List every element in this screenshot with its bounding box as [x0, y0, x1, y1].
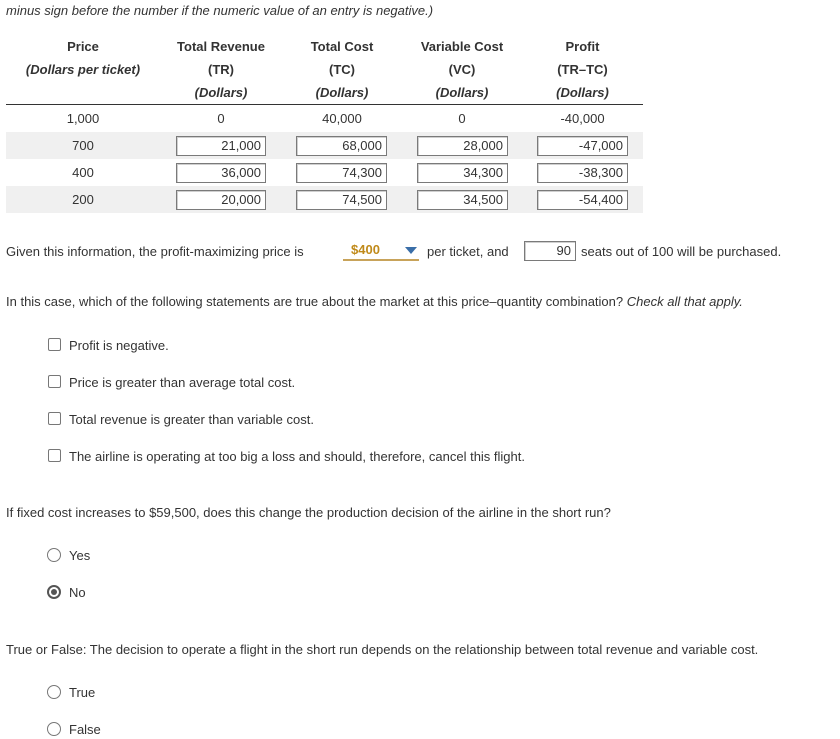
option-label: Yes	[69, 548, 91, 563]
col-sub2: (Dollars)	[556, 85, 609, 100]
col-sub2: (Dollars)	[194, 85, 248, 100]
col-title: Price	[67, 39, 99, 54]
col-sub: (Dollars per ticket)	[25, 62, 141, 77]
chevron-down-icon	[405, 247, 417, 254]
checkbox-price-greater-atc[interactable]	[48, 375, 61, 388]
col-sub: (TC)	[329, 62, 355, 77]
tr-input[interactable]: 20,000	[176, 190, 266, 210]
col-sub2: (Dollars)	[435, 85, 489, 100]
price-cell: 400	[72, 165, 94, 180]
profit-input[interactable]: -47,000	[537, 136, 628, 156]
true-false-question: True or False: The decision to operate a flight in the short run depends on the relationship between total revenue and variable cost.	[6, 642, 759, 657]
col-header-price	[6, 35, 160, 81]
col-header-tc	[282, 35, 402, 104]
radio-false[interactable]	[47, 722, 61, 736]
sentence-part3: seats out of 100 will be purchased.	[581, 244, 782, 259]
col-title: Total Cost	[310, 39, 374, 54]
tr-cell: 0	[217, 111, 225, 126]
option-label: The airline is operating at too big a loss and should, therefore, cancel this flight.	[69, 449, 525, 464]
option-label: False	[69, 722, 101, 737]
col-header-tr	[160, 35, 282, 104]
option-label: Price is greater than average total cost.	[69, 375, 296, 390]
col-sub2: (Dollars)	[315, 85, 369, 100]
tc-input[interactable]: 74,500	[296, 190, 387, 210]
vc-cell: 0	[458, 111, 466, 126]
vc-input[interactable]: 34,500	[417, 190, 508, 210]
price-cell: 1,000	[66, 111, 100, 126]
tc-input[interactable]: 74,300	[296, 163, 387, 183]
tr-input[interactable]: 36,000	[176, 163, 266, 183]
col-title: Total Revenue	[177, 39, 265, 54]
checkbox-cancel-flight[interactable]	[48, 449, 61, 462]
seats-input[interactable]: 90	[524, 241, 576, 261]
col-sub: (TR)	[208, 62, 234, 77]
price-cell: 200	[72, 192, 94, 207]
option-label: Total revenue is greater than variable cost.	[69, 412, 314, 427]
tr-input[interactable]: 21,000	[176, 136, 266, 156]
tc-cell: 40,000	[322, 111, 362, 126]
radio-yes[interactable]	[47, 548, 61, 562]
sentence-part1: Given this information, the profit-maximizing price is	[6, 244, 304, 259]
col-header-profit	[522, 35, 643, 104]
radio-no[interactable]	[47, 585, 61, 599]
profit-input[interactable]: -38,300	[537, 163, 628, 183]
col-header-vc	[402, 35, 522, 104]
option-label: True	[69, 685, 96, 700]
price-dropdown[interactable]	[343, 241, 419, 261]
checkbox-tr-greater-vc[interactable]	[48, 412, 61, 425]
statements-question	[6, 294, 743, 309]
col-sub: (TR–TC)	[557, 62, 608, 77]
vc-input[interactable]: 34,300	[417, 163, 508, 183]
option-label: No	[69, 585, 86, 600]
checkbox-profit-negative[interactable]	[48, 338, 61, 351]
statements-prompt: In this case, which of the following statements are true about the market at this price–quantity combination?	[6, 294, 624, 309]
vc-input[interactable]: 28,000	[417, 136, 508, 156]
statements-instruction: Check all that apply.	[626, 294, 743, 309]
option-label: Profit is negative.	[69, 338, 169, 353]
price-dropdown-value: $400	[351, 242, 380, 257]
sentence-part2: per ticket, and	[427, 244, 509, 259]
profit-cell: -40,000	[560, 111, 605, 126]
price-cell: 700	[72, 138, 94, 153]
intro-text: minus sign before the number if the numeric value of an entry is negative.)	[6, 3, 434, 18]
radio-true[interactable]	[47, 685, 61, 699]
fixed-cost-question: If fixed cost increases to $59,500, does this change the production decision of the airline in the short run?	[6, 505, 611, 520]
col-title: Profit	[565, 39, 600, 54]
col-title: Variable Cost	[420, 39, 504, 54]
tc-input[interactable]: 68,000	[296, 136, 387, 156]
profit-input[interactable]: -54,400	[537, 190, 628, 210]
col-sub: (VC)	[448, 62, 476, 77]
